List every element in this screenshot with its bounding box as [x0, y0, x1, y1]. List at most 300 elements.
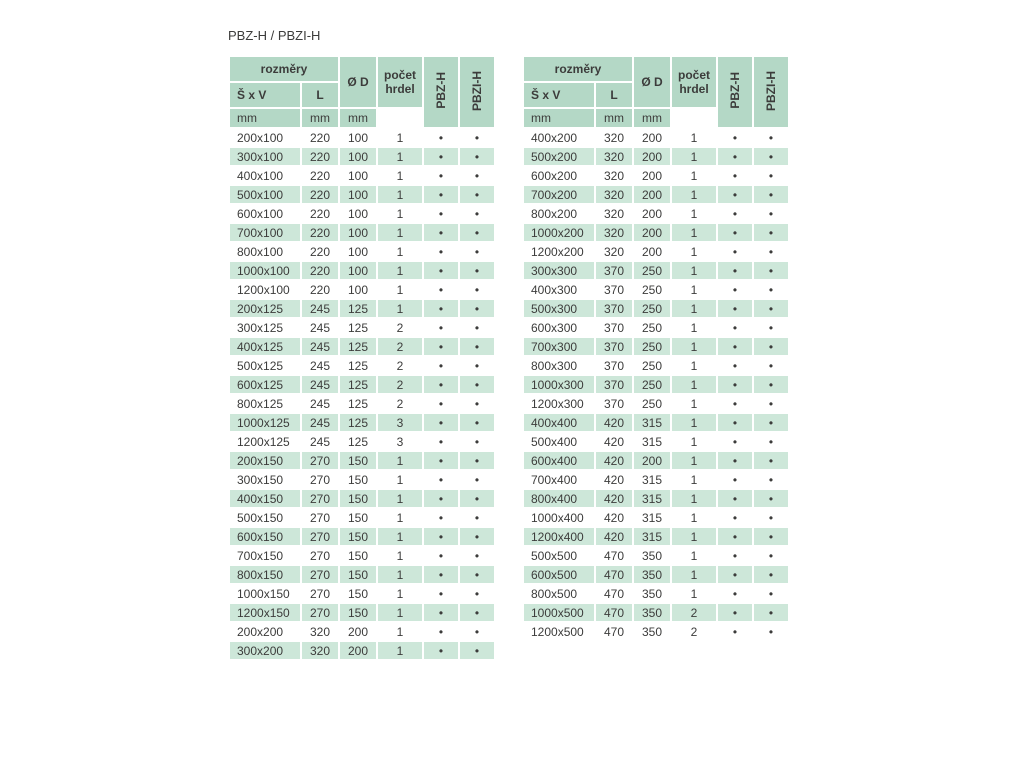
table-row [229, 394, 495, 413]
pbzh-dot: • [717, 432, 753, 451]
d-cell: 350 [633, 603, 671, 622]
table-row [229, 299, 495, 318]
d-cell: 125 [339, 299, 377, 318]
header-pbzh [423, 56, 459, 128]
pbzih-dot: • [753, 546, 789, 565]
pbzh-dot: • [717, 565, 753, 584]
d-cell: 250 [633, 394, 671, 413]
pbzh-dot: • [717, 622, 753, 641]
hrdel-cell: 1 [377, 584, 423, 603]
d-cell: 150 [339, 546, 377, 565]
d-cell: 200 [633, 128, 671, 147]
l-cell: 220 [301, 242, 339, 261]
size-cell: 600x100 [229, 204, 301, 223]
right-table-body [523, 128, 789, 641]
size-cell: 600x400 [523, 451, 595, 470]
size-cell: 600x125 [229, 375, 301, 394]
size-cell: 500x125 [229, 356, 301, 375]
table-row [523, 565, 789, 584]
pocet-line1: počet [677, 68, 710, 82]
l-cell: 320 [595, 242, 633, 261]
d-cell: 125 [339, 375, 377, 394]
pbzih-dot: • [459, 622, 495, 641]
l-cell: 220 [301, 261, 339, 280]
l-cell: 245 [301, 413, 339, 432]
table-row [523, 223, 789, 242]
size-cell: 500x500 [523, 546, 595, 565]
hrdel-cell: 2 [671, 603, 717, 622]
hrdel-cell: 1 [377, 603, 423, 622]
l-cell: 220 [301, 223, 339, 242]
table-row [523, 242, 789, 261]
l-cell: 245 [301, 337, 339, 356]
l-cell: 320 [595, 147, 633, 166]
hrdel-cell: 1 [377, 128, 423, 147]
size-cell: 300x200 [229, 641, 301, 660]
table-row [229, 432, 495, 451]
l-cell: 270 [301, 451, 339, 470]
table-row [523, 318, 789, 337]
hrdel-cell: 1 [377, 622, 423, 641]
l-cell: 370 [595, 356, 633, 375]
pbzh-dot: • [423, 318, 459, 337]
pbzh-dot: • [717, 280, 753, 299]
d-cell: 125 [339, 318, 377, 337]
size-cell: 400x125 [229, 337, 301, 356]
hrdel-cell: 2 [671, 622, 717, 641]
spec-table-left [228, 55, 496, 661]
hrdel-cell: 1 [671, 185, 717, 204]
d-cell: 100 [339, 223, 377, 242]
d-cell: 150 [339, 508, 377, 527]
pbzih-dot: • [753, 299, 789, 318]
d-cell: 125 [339, 337, 377, 356]
pbzih-dot: • [753, 147, 789, 166]
table-row [523, 603, 789, 622]
d-cell: 125 [339, 413, 377, 432]
l-cell: 220 [301, 128, 339, 147]
table-row [229, 527, 495, 546]
left-table-body [229, 128, 495, 660]
pbzih-dot: • [753, 622, 789, 641]
l-cell: 470 [595, 622, 633, 641]
l-cell: 370 [595, 280, 633, 299]
pbzih-dot: • [459, 204, 495, 223]
pbzh-dot: • [717, 204, 753, 223]
hrdel-cell: 1 [377, 470, 423, 489]
d-cell: 200 [633, 185, 671, 204]
pbzh-rotated-label: PBZ-H [434, 72, 448, 109]
table-row [523, 394, 789, 413]
hrdel-cell: 1 [671, 432, 717, 451]
table-row [229, 584, 495, 603]
hrdel-cell: 1 [377, 280, 423, 299]
size-cell: 800x500 [523, 584, 595, 603]
pbzih-dot: • [459, 527, 495, 546]
pbzh-dot: • [717, 223, 753, 242]
size-cell: 300x150 [229, 470, 301, 489]
spec-table-right [522, 55, 790, 642]
pbzih-dot: • [753, 394, 789, 413]
hrdel-cell: 1 [377, 147, 423, 166]
table-row [523, 280, 789, 299]
l-cell: 470 [595, 584, 633, 603]
d-cell: 315 [633, 413, 671, 432]
hrdel-cell: 1 [671, 470, 717, 489]
l-cell: 320 [595, 128, 633, 147]
hrdel-cell: 1 [671, 318, 717, 337]
hrdel-cell: 1 [671, 166, 717, 185]
d-cell: 350 [633, 565, 671, 584]
hrdel-cell: 1 [671, 394, 717, 413]
size-cell: 700x200 [523, 185, 595, 204]
l-cell: 270 [301, 603, 339, 622]
l-cell: 470 [595, 603, 633, 622]
table-row [523, 489, 789, 508]
size-cell: 200x100 [229, 128, 301, 147]
hrdel-cell: 1 [671, 204, 717, 223]
pbzih-dot: • [459, 242, 495, 261]
d-cell: 150 [339, 603, 377, 622]
pbzih-dot: • [459, 299, 495, 318]
size-cell: 1000x200 [523, 223, 595, 242]
d-cell: 315 [633, 470, 671, 489]
hrdel-cell: 1 [671, 337, 717, 356]
pbzih-dot: • [753, 413, 789, 432]
pbzih-dot: • [459, 470, 495, 489]
pbzih-dot: • [459, 432, 495, 451]
pbzh-dot: • [717, 489, 753, 508]
d-cell: 315 [633, 508, 671, 527]
pbzh-dot: • [423, 242, 459, 261]
header-sxv: Š x V [523, 82, 595, 108]
size-cell: 1200x200 [523, 242, 595, 261]
size-cell: 800x125 [229, 394, 301, 413]
pbzih-dot: • [753, 204, 789, 223]
pbzh-dot: • [423, 147, 459, 166]
l-cell: 370 [595, 375, 633, 394]
l-cell: 220 [301, 280, 339, 299]
size-cell: 200x200 [229, 622, 301, 641]
size-cell: 700x100 [229, 223, 301, 242]
pbzih-dot: • [753, 451, 789, 470]
l-cell: 420 [595, 470, 633, 489]
d-cell: 200 [633, 242, 671, 261]
d-cell: 350 [633, 546, 671, 565]
size-cell: 1200x150 [229, 603, 301, 622]
d-cell: 200 [633, 204, 671, 223]
pbzh-dot: • [717, 527, 753, 546]
d-cell: 200 [339, 641, 377, 660]
table-row [523, 375, 789, 394]
table-row [523, 546, 789, 565]
hrdel-cell: 1 [671, 584, 717, 603]
size-cell: 1200x500 [523, 622, 595, 641]
size-cell: 1000x300 [523, 375, 595, 394]
table-row [523, 261, 789, 280]
pbzh-dot: • [423, 185, 459, 204]
pbzih-dot: • [459, 185, 495, 204]
table-row [523, 356, 789, 375]
pocet-line2: hrdel [385, 82, 415, 96]
size-cell: 1200x400 [523, 527, 595, 546]
pbzh-dot: • [423, 261, 459, 280]
table-row [229, 356, 495, 375]
pbzih-dot: • [753, 508, 789, 527]
pbzih-dot: • [459, 128, 495, 147]
pbzh-dot: • [423, 641, 459, 660]
pbzh-dot: • [717, 394, 753, 413]
pbzh-dot: • [717, 546, 753, 565]
d-cell: 200 [633, 451, 671, 470]
pbzh-dot: • [717, 375, 753, 394]
hrdel-cell: 2 [377, 394, 423, 413]
header-diameter: Ø D [339, 56, 377, 108]
table-row [523, 185, 789, 204]
size-cell: 500x300 [523, 299, 595, 318]
hrdel-cell: 1 [671, 261, 717, 280]
d-cell: 250 [633, 299, 671, 318]
l-cell: 220 [301, 185, 339, 204]
pbzih-dot: • [459, 641, 495, 660]
d-cell: 100 [339, 242, 377, 261]
unit-sxv: mm [523, 108, 595, 128]
table-row [523, 128, 789, 147]
pbzih-dot: • [753, 128, 789, 147]
table-row [229, 128, 495, 147]
hrdel-cell: 1 [377, 508, 423, 527]
pbzh-dot: • [423, 546, 459, 565]
table-row [523, 166, 789, 185]
pbzih-rotated-label: PBZI-H [470, 70, 484, 111]
d-cell: 125 [339, 356, 377, 375]
d-cell: 150 [339, 584, 377, 603]
pbzih-dot: • [753, 584, 789, 603]
size-cell: 1200x100 [229, 280, 301, 299]
header-diameter: Ø D [633, 56, 671, 108]
pbzh-dot: • [717, 166, 753, 185]
pbzih-dot: • [459, 565, 495, 584]
d-cell: 100 [339, 147, 377, 166]
l-cell: 245 [301, 432, 339, 451]
hrdel-cell: 1 [671, 147, 717, 166]
pbzh-dot: • [717, 185, 753, 204]
pbzh-dot: • [423, 204, 459, 223]
l-cell: 245 [301, 375, 339, 394]
table-row [523, 299, 789, 318]
size-cell: 800x200 [523, 204, 595, 223]
hrdel-cell: 1 [671, 508, 717, 527]
l-cell: 270 [301, 508, 339, 527]
d-cell: 350 [633, 622, 671, 641]
hrdel-cell: 1 [671, 565, 717, 584]
unit-sxv: mm [229, 108, 301, 128]
pbzh-dot: • [717, 584, 753, 603]
header-rozmery: rozměry [229, 56, 339, 82]
l-cell: 320 [301, 622, 339, 641]
l-cell: 320 [301, 641, 339, 660]
pbzih-dot: • [459, 356, 495, 375]
pbzih-dot: • [753, 337, 789, 356]
header-l: L [301, 82, 339, 108]
size-cell: 400x150 [229, 489, 301, 508]
pbzih-dot: • [459, 337, 495, 356]
pbzih-dot: • [753, 166, 789, 185]
table-row [229, 337, 495, 356]
d-cell: 200 [633, 147, 671, 166]
hrdel-cell: 1 [671, 489, 717, 508]
pbzh-dot: • [423, 508, 459, 527]
header-pocet-hrdel [671, 56, 717, 108]
d-cell: 125 [339, 432, 377, 451]
l-cell: 420 [595, 527, 633, 546]
d-cell: 100 [339, 261, 377, 280]
l-cell: 270 [301, 546, 339, 565]
table-row [523, 451, 789, 470]
d-cell: 250 [633, 318, 671, 337]
l-cell: 220 [301, 147, 339, 166]
size-cell: 1000x500 [523, 603, 595, 622]
size-cell: 700x400 [523, 470, 595, 489]
table-row [229, 489, 495, 508]
hrdel-cell: 1 [377, 299, 423, 318]
l-cell: 420 [595, 489, 633, 508]
page-title: PBZ-H / PBZI-H [228, 28, 321, 43]
table-row [229, 223, 495, 242]
hrdel-cell: 1 [377, 204, 423, 223]
l-cell: 270 [301, 470, 339, 489]
hrdel-cell: 1 [671, 451, 717, 470]
hrdel-cell: 1 [671, 299, 717, 318]
l-cell: 245 [301, 299, 339, 318]
hrdel-cell: 1 [671, 223, 717, 242]
pbzh-dot: • [717, 242, 753, 261]
table-row [523, 432, 789, 451]
pbzih-dot: • [459, 280, 495, 299]
l-cell: 270 [301, 584, 339, 603]
table-row [229, 204, 495, 223]
table-row [229, 451, 495, 470]
table-row [229, 147, 495, 166]
pbzh-dot: • [717, 356, 753, 375]
header-pbzih [459, 56, 495, 128]
unit-d: mm [633, 108, 671, 128]
pbzh-dot: • [717, 147, 753, 166]
size-cell: 400x400 [523, 413, 595, 432]
table-header [229, 56, 495, 128]
d-cell: 200 [633, 166, 671, 185]
l-cell: 270 [301, 489, 339, 508]
l-cell: 320 [595, 166, 633, 185]
l-cell: 470 [595, 565, 633, 584]
unit-d: mm [339, 108, 377, 128]
size-cell: 200x150 [229, 451, 301, 470]
d-cell: 150 [339, 565, 377, 584]
size-cell: 1200x125 [229, 432, 301, 451]
pbzh-dot: • [423, 394, 459, 413]
table-row [523, 527, 789, 546]
size-cell: 1000x400 [523, 508, 595, 527]
size-cell: 800x100 [229, 242, 301, 261]
d-cell: 250 [633, 375, 671, 394]
pbzh-dot: • [717, 470, 753, 489]
table-row [523, 622, 789, 641]
size-cell: 600x500 [523, 565, 595, 584]
pbzh-dot: • [423, 356, 459, 375]
hrdel-cell: 1 [377, 451, 423, 470]
pbzh-dot: • [717, 508, 753, 527]
unit-empty-cell [377, 108, 423, 128]
pbzih-dot: • [459, 394, 495, 413]
size-cell: 800x400 [523, 489, 595, 508]
hrdel-cell: 1 [671, 242, 717, 261]
d-cell: 100 [339, 185, 377, 204]
d-cell: 315 [633, 432, 671, 451]
pbzih-dot: • [753, 242, 789, 261]
pbzh-dot: • [423, 584, 459, 603]
pbzih-dot: • [753, 356, 789, 375]
unit-l: mm [595, 108, 633, 128]
table-row [523, 413, 789, 432]
hrdel-cell: 2 [377, 356, 423, 375]
size-cell: 500x400 [523, 432, 595, 451]
pbzih-dot: • [753, 318, 789, 337]
pbzih-dot: • [753, 375, 789, 394]
hrdel-cell: 1 [377, 261, 423, 280]
d-cell: 125 [339, 394, 377, 413]
pbzh-dot: • [423, 432, 459, 451]
unit-empty-cell [671, 108, 717, 128]
pbzh-dot: • [423, 622, 459, 641]
pbzh-dot: • [423, 337, 459, 356]
pocet-line1: počet [383, 68, 416, 82]
pbzh-dot: • [717, 451, 753, 470]
pbzih-dot: • [459, 261, 495, 280]
pbzih-dot: • [459, 546, 495, 565]
l-cell: 270 [301, 565, 339, 584]
l-cell: 220 [301, 166, 339, 185]
d-cell: 150 [339, 470, 377, 489]
l-cell: 420 [595, 451, 633, 470]
pbzh-dot: • [423, 451, 459, 470]
pbzih-dot: • [753, 261, 789, 280]
pbzh-dot: • [717, 261, 753, 280]
size-cell: 300x100 [229, 147, 301, 166]
pbzh-dot: • [423, 128, 459, 147]
d-cell: 100 [339, 166, 377, 185]
size-cell: 700x300 [523, 337, 595, 356]
pbzh-dot: • [423, 299, 459, 318]
table-row [229, 546, 495, 565]
l-cell: 370 [595, 261, 633, 280]
table-row [523, 470, 789, 489]
table-row [229, 413, 495, 432]
d-cell: 100 [339, 280, 377, 299]
size-cell: 400x300 [523, 280, 595, 299]
hrdel-cell: 1 [377, 166, 423, 185]
size-cell: 600x150 [229, 527, 301, 546]
pbzh-dot: • [423, 565, 459, 584]
pbzih-dot: • [753, 223, 789, 242]
pbzh-dot: • [717, 318, 753, 337]
table-row [229, 470, 495, 489]
l-cell: 320 [595, 185, 633, 204]
table-row [229, 166, 495, 185]
l-cell: 320 [595, 223, 633, 242]
hrdel-cell: 1 [377, 185, 423, 204]
l-cell: 370 [595, 394, 633, 413]
header-rozmery: rozměry [523, 56, 633, 82]
